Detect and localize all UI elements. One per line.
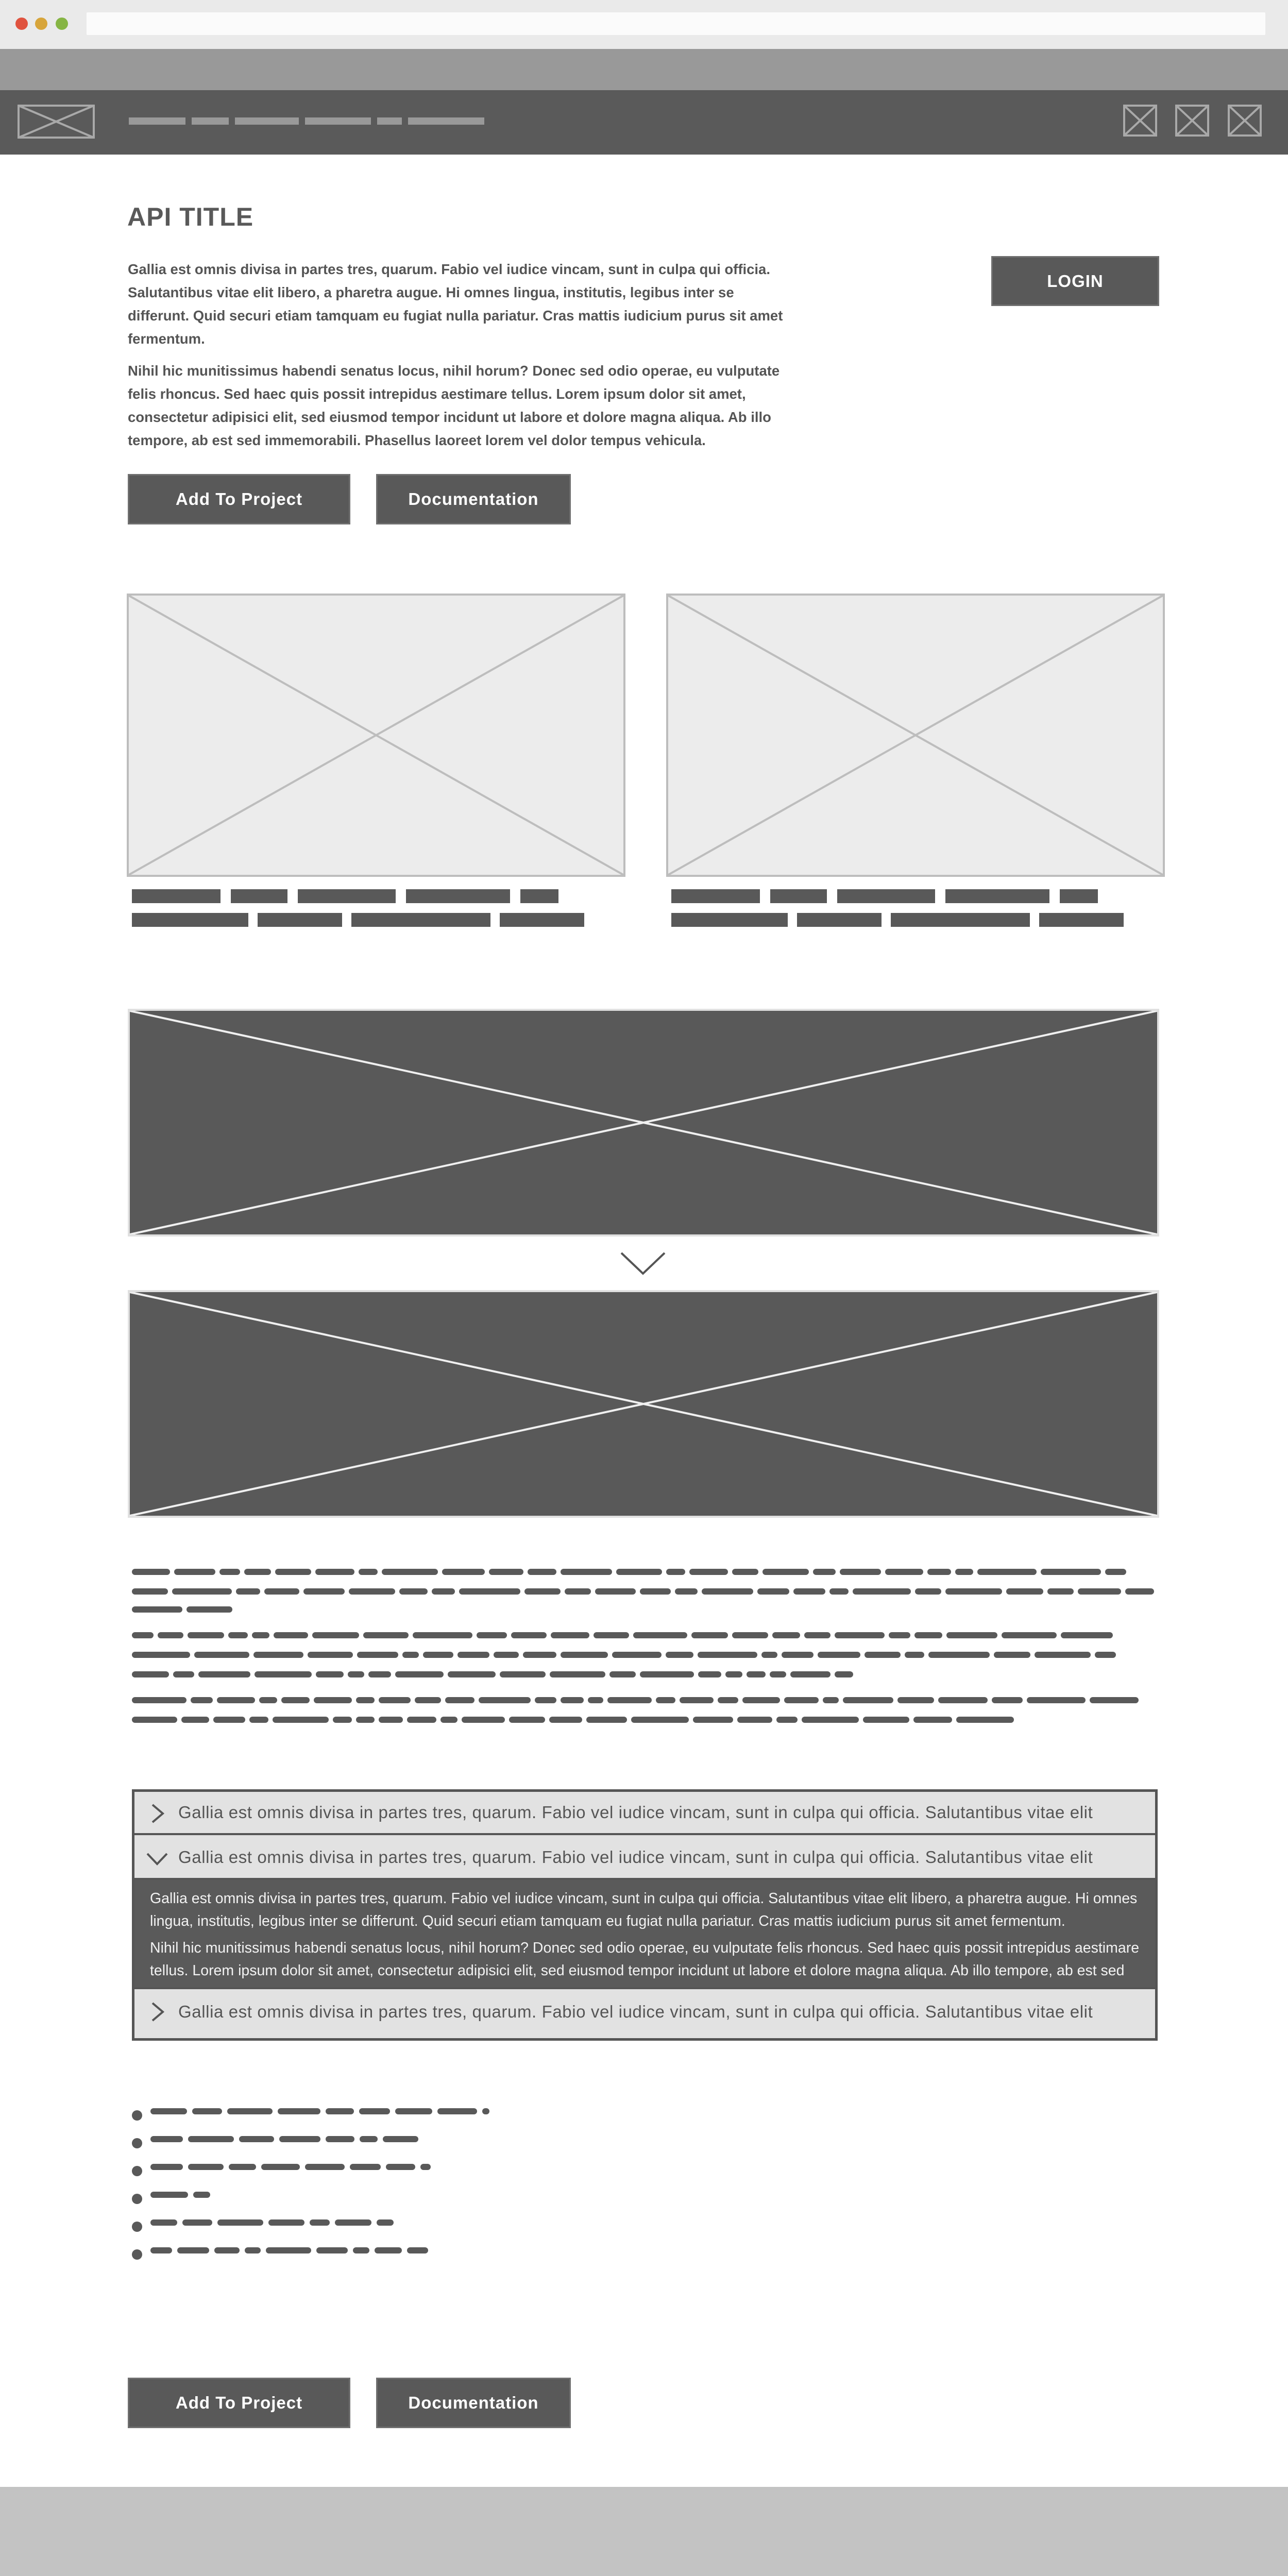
placeholder-text-line	[509, 1717, 545, 1723]
bullet-text-line	[261, 2164, 300, 2170]
bullet-text-line	[310, 2219, 330, 2226]
placeholder-text-line	[946, 1632, 997, 1638]
placeholder-text-line	[725, 1671, 742, 1677]
bullet-text-line	[214, 2247, 240, 2253]
placeholder-text-line	[382, 1569, 438, 1575]
placeholder-text-line	[698, 1652, 757, 1658]
placeholder-text-line	[914, 1632, 942, 1638]
placeholder-text-line	[356, 1697, 375, 1703]
placeholder-text-line	[561, 1569, 612, 1575]
placeholder-text-line	[737, 1717, 772, 1723]
placeholder-text-line	[813, 1569, 836, 1575]
nav-link-4[interactable]	[305, 117, 371, 125]
bullet-text-line	[268, 2219, 304, 2226]
placeholder-text-line	[173, 1671, 194, 1677]
placeholder-text-line	[440, 1717, 457, 1723]
placeholder-text-line	[535, 1697, 556, 1703]
bullet-text-line	[407, 2247, 428, 2253]
placeholder-text-line	[1006, 1588, 1043, 1595]
bullet-text-line	[395, 2108, 432, 2114]
placeholder-text-line	[843, 1697, 893, 1703]
bullet-dot	[132, 2249, 142, 2260]
placeholder-text-line	[994, 1652, 1030, 1658]
bullet-text-line	[383, 2136, 418, 2142]
placeholder-text-line	[793, 1588, 825, 1595]
bullet-text-line	[266, 2247, 311, 2253]
placeholder-text-line	[132, 1671, 169, 1677]
placeholder-text-line	[818, 1652, 860, 1658]
placeholder-text-line	[312, 1632, 359, 1638]
nav-link-1[interactable]	[129, 117, 185, 125]
placeholder-text-line	[1125, 1588, 1154, 1595]
caption-line	[500, 913, 584, 927]
placeholder-text-line	[732, 1569, 758, 1575]
placeholder-text-line	[1090, 1697, 1139, 1703]
caption-line	[231, 889, 287, 903]
bullet-dot	[132, 2138, 142, 2148]
placeholder-text-line	[698, 1671, 721, 1677]
bullet-text-line	[305, 2164, 345, 2170]
placeholder-text-line	[747, 1671, 766, 1677]
placeholder-text-line	[742, 1697, 780, 1703]
placeholder-text-line	[784, 1697, 819, 1703]
bullet-text-line	[188, 2164, 224, 2170]
bullet-dot	[132, 2222, 142, 2232]
bullet-text-line	[386, 2164, 415, 2170]
placeholder-text-line	[928, 1652, 990, 1658]
placeholder-text-line	[956, 1717, 1014, 1723]
placeholder-text-line	[1027, 1697, 1086, 1703]
placeholder-text-line	[1105, 1569, 1126, 1575]
bullet-text-line	[192, 2108, 222, 2114]
bullet-text-line	[375, 2247, 402, 2253]
bullet-text-line	[326, 2136, 354, 2142]
placeholder-text-line	[459, 1588, 520, 1595]
placeholder-text-line	[680, 1697, 714, 1703]
bullet-text-line	[350, 2164, 381, 2170]
placeholder-text-line	[445, 1697, 474, 1703]
nav-link-6[interactable]	[408, 117, 484, 125]
image-placeholder-1	[127, 594, 625, 877]
placeholder-text-line	[489, 1569, 523, 1575]
placeholder-text-line	[927, 1569, 951, 1575]
placeholder-text-line	[174, 1569, 215, 1575]
add-to-project-button-bottom[interactable]: Add To Project	[128, 2378, 350, 2428]
placeholder-text-line	[897, 1697, 934, 1703]
placeholder-text-line	[132, 1588, 168, 1595]
placeholder-text-line	[273, 1717, 329, 1723]
caption-line	[797, 913, 882, 927]
image-placeholder-2	[666, 594, 1165, 877]
placeholder-text-line	[349, 1588, 395, 1595]
placeholder-text-line	[415, 1697, 441, 1703]
placeholder-text-line	[693, 1717, 733, 1723]
placeholder-text-line	[1002, 1632, 1057, 1638]
top-banner	[0, 49, 1288, 90]
documentation-button[interactable]: Documentation	[376, 474, 571, 524]
placeholder-text-line	[363, 1632, 409, 1638]
bullet-text-line	[359, 2108, 390, 2114]
placeholder-text-line	[213, 1717, 245, 1723]
placeholder-text-line	[640, 1671, 694, 1677]
placeholder-text-line	[889, 1632, 910, 1638]
placeholder-text-line	[550, 1671, 605, 1677]
placeholder-text-line	[494, 1652, 519, 1658]
bullet-text-line	[150, 2164, 183, 2170]
chevron-down-icon	[146, 1851, 168, 1867]
placeholder-text-line	[840, 1569, 881, 1575]
placeholder-text-line	[718, 1697, 738, 1703]
chevron-right-icon	[150, 2002, 165, 2022]
bullet-text-line	[150, 2219, 177, 2226]
placeholder-text-line	[992, 1697, 1023, 1703]
placeholder-text-line	[691, 1632, 728, 1638]
placeholder-text-line	[1061, 1632, 1113, 1638]
placeholder-text-line	[631, 1717, 689, 1723]
placeholder-text-line	[191, 1697, 213, 1703]
placeholder-text-line	[479, 1697, 531, 1703]
placeholder-text-line	[462, 1717, 505, 1723]
placeholder-text-line	[1047, 1588, 1074, 1595]
placeholder-text-line	[198, 1671, 250, 1677]
accordion-body-paragraph-2: Nihil hic munitissimus habendi senatus locus, nihil horum? Donec sed odio operae, eu vulputate felis rhoncus. Sed haec quis possit intrepidus aestimare tellus. Lorem ipsum dolor sit amet, consectetur adipisici elit, sed eiusmod tempor incidunt ut labore et dolore magna aliqua. Ab illo tempore, ab est sed	[150, 1940, 1140, 1979]
caption-line	[671, 913, 788, 927]
caption-line	[351, 913, 490, 927]
placeholder-text-line	[853, 1588, 911, 1595]
placeholder-text-line	[281, 1697, 310, 1703]
placeholder-text-line	[656, 1697, 675, 1703]
placeholder-text-line	[132, 1697, 187, 1703]
accordion-item-3-header[interactable]	[134, 1987, 1155, 2038]
placeholder-text-line	[863, 1717, 909, 1723]
placeholder-text-line	[413, 1632, 472, 1638]
placeholder-text-line	[181, 1717, 209, 1723]
bullet-text-line	[420, 2164, 431, 2170]
placeholder-text-line	[314, 1697, 352, 1703]
placeholder-text-line	[395, 1671, 444, 1677]
placeholder-text-line	[762, 1569, 809, 1575]
placeholder-text-line	[913, 1717, 952, 1723]
bullet-text-line	[229, 2164, 256, 2170]
placeholder-text-line	[316, 1671, 344, 1677]
placeholder-text-line	[675, 1588, 698, 1595]
placeholder-text-line	[348, 1671, 364, 1677]
placeholder-text-line	[359, 1569, 378, 1575]
intro-paragraph-2: Nihil hic munitissimus habendi senatus locus, nihil horum? Donec sed odio operae, eu vulputate felis rhoncus. Sed haec quis possit intrepidus aestimare tellus. Lorem ipsum dolor sit amet, consectetur adipisici elit, sed eiusmod tempor incidunt ut labore et dolore magna aliqua. Ab illo tempore, ab est sed immemorabili. Phasellus laoreet lorem vel dolor tempus vehicula.	[128, 363, 780, 448]
placeholder-text-line	[776, 1717, 798, 1723]
caption-line	[945, 889, 1049, 903]
placeholder-text-line	[457, 1652, 489, 1658]
placeholder-text-line	[938, 1697, 988, 1703]
placeholder-text-line	[666, 1569, 685, 1575]
carousel-slide-2	[128, 1290, 1159, 1518]
bullet-dot	[132, 2166, 142, 2176]
placeholder-text-line	[616, 1569, 662, 1575]
nav-icon-3[interactable]	[1228, 105, 1262, 137]
caption-line	[1039, 913, 1124, 927]
placeholder-text-line	[158, 1632, 183, 1638]
accordion-item-2-title: Gallia est omnis divisa in partes tres, quarum. Fabio vel iudice vincam, sunt in culpa qui officia. Salutantibus vitae elit	[178, 1848, 1093, 1867]
caption-line	[132, 889, 221, 903]
placeholder-text-line	[761, 1652, 777, 1658]
placeholder-text-line	[523, 1652, 556, 1658]
placeholder-text-line	[612, 1652, 662, 1658]
placeholder-text-line	[835, 1632, 885, 1638]
placeholder-text-line	[132, 1569, 170, 1575]
placeholder-text-line	[303, 1588, 345, 1595]
placeholder-text-line	[955, 1569, 973, 1575]
bullet-text-line	[278, 2108, 320, 2114]
placeholder-text-line	[835, 1671, 853, 1677]
bullet-text-line	[150, 2136, 183, 2142]
bullet-dot	[132, 2194, 142, 2204]
placeholder-text-line	[594, 1632, 629, 1638]
placeholder-text-line	[1078, 1588, 1121, 1595]
placeholder-text-line	[561, 1652, 608, 1658]
login-button[interactable]: LOGIN	[991, 256, 1159, 306]
logo-placeholder-icon[interactable]	[18, 105, 95, 139]
bullet-text-line	[239, 2136, 274, 2142]
accordion-item-2-header[interactable]	[134, 1837, 1155, 1880]
footer	[0, 2487, 1288, 2576]
placeholder-text-line	[368, 1671, 391, 1677]
placeholder-text-line	[423, 1652, 453, 1658]
placeholder-text-line	[172, 1588, 232, 1595]
chevron-right-icon	[150, 1803, 165, 1824]
bullet-text-line	[316, 2247, 348, 2253]
nav-link-2[interactable]	[192, 117, 229, 125]
bullet-text-line	[360, 2136, 378, 2142]
placeholder-text-line	[274, 1632, 308, 1638]
placeholder-text-line	[772, 1632, 800, 1638]
placeholder-text-line	[259, 1697, 277, 1703]
bullet-text-line	[227, 2108, 273, 2114]
nav-link-3[interactable]	[235, 117, 299, 125]
placeholder-text-line	[588, 1697, 603, 1703]
placeholder-text-line	[194, 1652, 249, 1658]
placeholder-text-line	[315, 1569, 354, 1575]
placeholder-text-line	[1035, 1652, 1091, 1658]
minimize-window-button[interactable]	[35, 18, 47, 30]
placeholder-text-line	[640, 1588, 671, 1595]
nav-icon-2[interactable]	[1175, 105, 1209, 137]
placeholder-text-line	[1041, 1569, 1101, 1575]
placeholder-text-line	[228, 1632, 248, 1638]
placeholder-text-line	[511, 1632, 547, 1638]
caption-line	[258, 913, 342, 927]
placeholder-text-line	[561, 1697, 584, 1703]
caption-line	[520, 889, 558, 903]
placeholder-text-line	[379, 1697, 411, 1703]
placeholder-text-line	[1095, 1652, 1116, 1658]
accordion	[132, 1789, 1158, 2041]
placeholder-text-line	[607, 1697, 652, 1703]
placeholder-text-line	[524, 1588, 561, 1595]
bullet-text-line	[177, 2247, 209, 2253]
caption-line	[132, 913, 248, 927]
placeholder-text-line	[885, 1569, 923, 1575]
bullet-text-line	[217, 2219, 263, 2226]
bullet-text-line	[326, 2108, 354, 2114]
bullet-text-line	[150, 2108, 187, 2114]
placeholder-text-line	[253, 1652, 303, 1658]
address-bar[interactable]	[87, 12, 1265, 35]
placeholder-text-line	[977, 1569, 1037, 1575]
placeholder-text-line	[132, 1717, 177, 1723]
accordion-item-2-body	[134, 1880, 1155, 1987]
placeholder-text-line	[500, 1671, 546, 1677]
accordion-item-1-header[interactable]	[134, 1792, 1155, 1835]
placeholder-text-line	[356, 1717, 375, 1723]
placeholder-text-line	[275, 1569, 311, 1575]
placeholder-text-line	[264, 1588, 299, 1595]
placeholder-text-line	[915, 1588, 941, 1595]
placeholder-text-line	[528, 1569, 556, 1575]
placeholder-text-line	[633, 1632, 687, 1638]
bullet-text-line	[150, 2192, 188, 2198]
bullet-text-line	[150, 2247, 172, 2253]
carousel-slide-1	[128, 1009, 1159, 1236]
placeholder-text-line	[252, 1632, 269, 1638]
caption-line	[770, 889, 827, 903]
placeholder-text-line	[802, 1717, 859, 1723]
placeholder-text-line	[595, 1588, 636, 1595]
placeholder-text-line	[565, 1588, 591, 1595]
placeholder-text-line	[702, 1588, 753, 1595]
caption-line	[671, 889, 760, 903]
placeholder-text-line	[823, 1697, 839, 1703]
placeholder-text-line	[829, 1588, 849, 1595]
placeholder-text-line	[782, 1652, 814, 1658]
caption-line	[837, 889, 935, 903]
placeholder-text-line	[217, 1697, 255, 1703]
placeholder-text-line	[187, 1606, 232, 1613]
accordion-item-3-title: Gallia est omnis divisa in partes tres, quarum. Fabio vel iudice vincam, sunt in culpa qui officia. Salutantibus vitae elit	[178, 2002, 1093, 2021]
bullet-text-line	[335, 2219, 371, 2226]
caption-line	[406, 889, 510, 903]
placeholder-text-line	[188, 1632, 224, 1638]
bullet-text-line	[188, 2136, 234, 2142]
placeholder-text-line	[308, 1652, 353, 1658]
caption-line	[298, 889, 396, 903]
placeholder-text-line	[399, 1588, 428, 1595]
placeholder-text-line	[432, 1588, 455, 1595]
nav-link-5[interactable]	[377, 117, 402, 125]
chevron-down-icon[interactable]	[619, 1251, 667, 1277]
placeholder-text-line	[244, 1569, 271, 1575]
bullet-text-line	[353, 2247, 369, 2253]
maximize-window-button[interactable]	[56, 18, 68, 30]
bullet-text-line	[377, 2219, 394, 2226]
placeholder-text-line	[666, 1652, 693, 1658]
placeholder-text-line	[236, 1588, 260, 1595]
placeholder-text-line	[442, 1569, 485, 1575]
documentation-button-bottom[interactable]: Documentation	[376, 2378, 571, 2428]
add-to-project-button[interactable]: Add To Project	[128, 474, 350, 524]
placeholder-text-line	[757, 1588, 789, 1595]
placeholder-text-line	[357, 1652, 398, 1658]
placeholder-text-line	[407, 1717, 436, 1723]
close-window-button[interactable]	[15, 18, 28, 30]
placeholder-text-line	[905, 1652, 924, 1658]
accordion-body-paragraph-1: Gallia est omnis divisa in partes tres, quarum. Fabio vel iudice vincam, sunt in culpa qui officia. Salutantibus vitae elit libero, a pharetra augue. Hi omnes lingua, institutis, legibus inter se differunt. Quid securi etiam tamquam eu fugiat nulla pariatur. Cras mattis iudicium purus sit amet fermentum.	[150, 1890, 1138, 1929]
placeholder-text-line	[255, 1671, 312, 1677]
bullet-text-line	[437, 2108, 477, 2114]
placeholder-text-line	[477, 1632, 507, 1638]
placeholder-text-line	[732, 1632, 768, 1638]
placeholder-text-line	[790, 1671, 831, 1677]
bullet-text-line	[482, 2108, 489, 2114]
placeholder-text-line	[219, 1569, 240, 1575]
bullet-text-line	[182, 2219, 212, 2226]
nav-icon-1[interactable]	[1123, 105, 1157, 137]
caption-line	[891, 913, 1030, 927]
placeholder-text-line	[402, 1652, 419, 1658]
placeholder-text-line	[804, 1632, 831, 1638]
caption-line	[1060, 889, 1098, 903]
placeholder-text-line	[586, 1717, 627, 1723]
bullet-text-line	[279, 2136, 320, 2142]
placeholder-text-line	[945, 1588, 1002, 1595]
placeholder-text-line	[132, 1606, 182, 1613]
placeholder-text-line	[551, 1632, 589, 1638]
placeholder-text-line	[333, 1717, 352, 1723]
placeholder-text-line	[132, 1632, 154, 1638]
placeholder-text-line	[689, 1569, 728, 1575]
placeholder-text-line	[770, 1671, 786, 1677]
placeholder-text-line	[132, 1652, 190, 1658]
placeholder-text-line	[379, 1717, 403, 1723]
accordion-item-1-title: Gallia est omnis divisa in partes tres, quarum. Fabio vel iudice vincam, sunt in culpa qui officia. Salutantibus vitae elit	[178, 1803, 1093, 1822]
placeholder-text-line	[249, 1717, 268, 1723]
intro-paragraph-1: Gallia est omnis divisa in partes tres, quarum. Fabio vel iudice vincam, sunt in culpa qui officia. Salutantibus vitae elit libero, a pharetra augue. Hi omnes lingua, institutis, legibus inter se differunt. Quid securi etiam tamquam eu fugiat nulla pariatur. Cras mattis iudicium purus sit amet fermentum.	[128, 261, 783, 347]
placeholder-text-line	[865, 1652, 901, 1658]
placeholder-text-line	[448, 1671, 496, 1677]
bullet-dot	[132, 2110, 142, 2121]
bullet-text-line	[245, 2247, 261, 2253]
browser-chrome	[0, 0, 1288, 49]
placeholder-text-line	[609, 1671, 636, 1677]
page-title: API TITLE	[127, 202, 254, 231]
placeholder-text-line	[549, 1717, 582, 1723]
bullet-text-line	[193, 2192, 210, 2198]
